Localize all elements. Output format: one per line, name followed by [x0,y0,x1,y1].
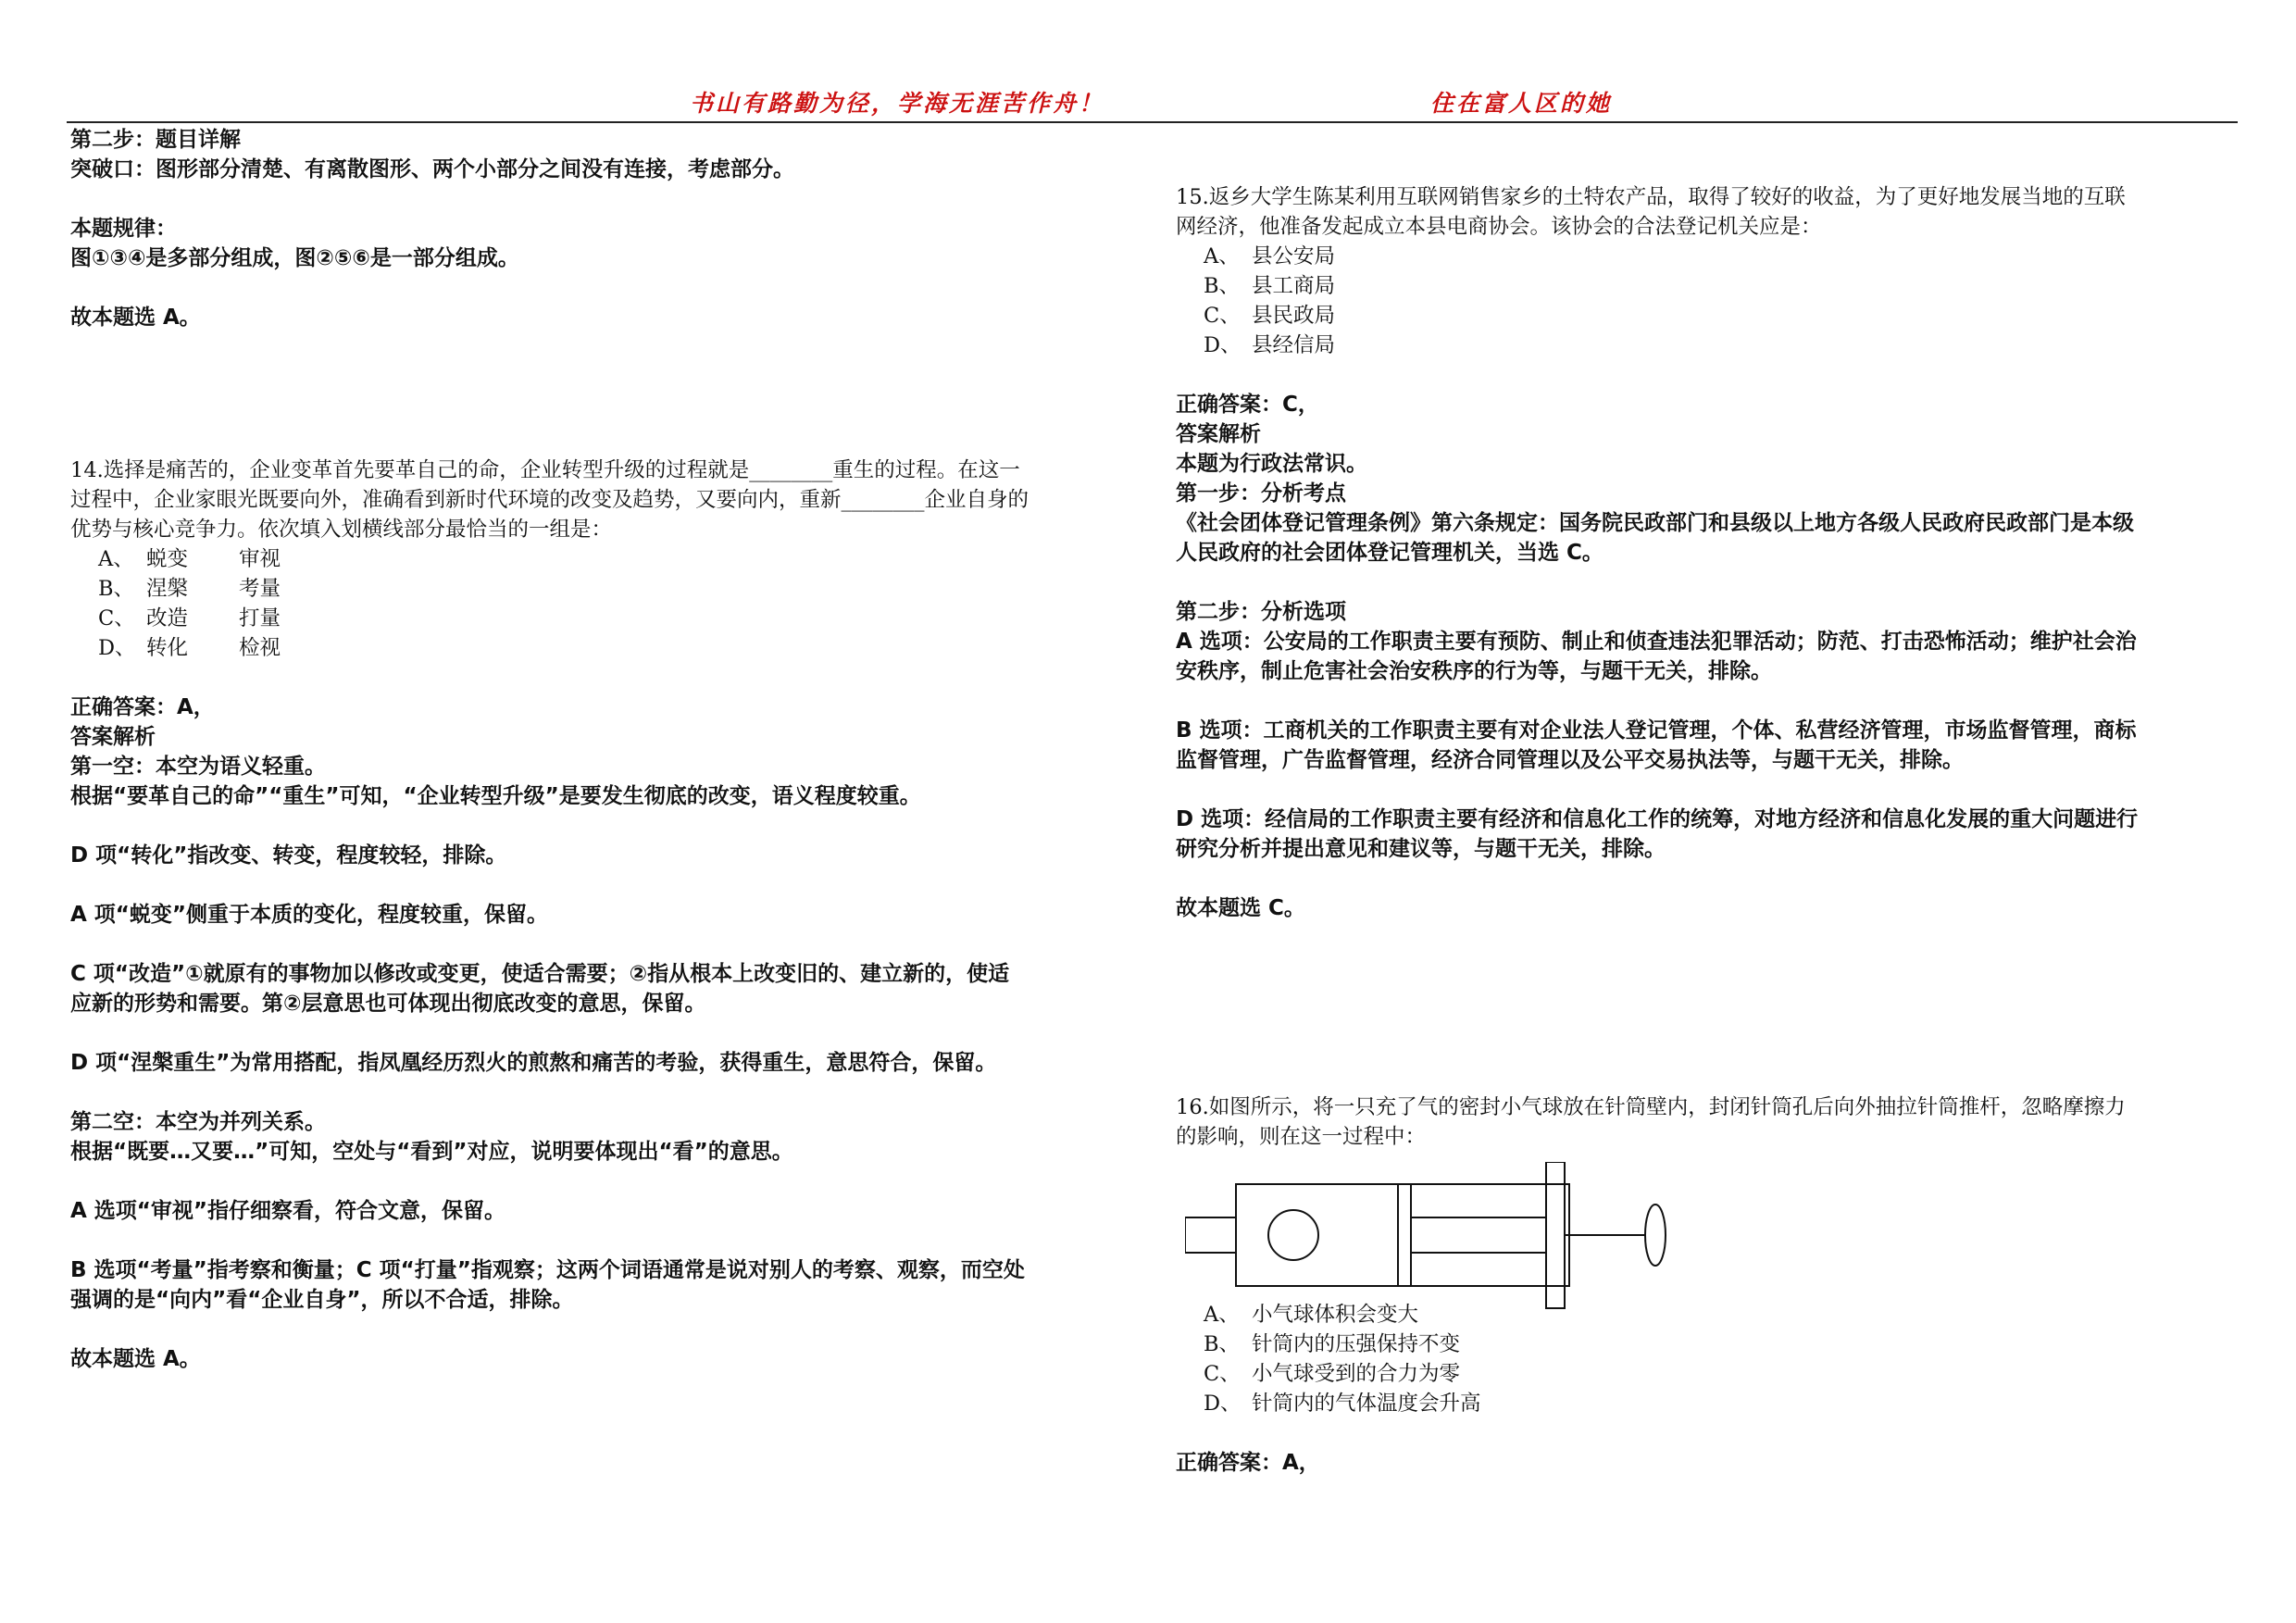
q14-analysis-line: D 项“涅槃重生”为常用搭配，指凤凰经历烈火的煎熬和痛苦的考验，获得重生，意思符合，保留。 [70,1051,997,1075]
q15-analysis-line: D 选项：经信局的工作职责主要有经济和信息化工作的统筹，对地方经济和信息化发展的重大问题进行 [1176,807,2139,831]
q16-option-c: C、 小气球受到的合力为零 [1204,1362,1461,1386]
q14-answer: 正确答案：A， [70,695,215,719]
plunger-head [1398,1184,1411,1286]
q14-option-b: B、 涅槃 考量 [98,577,281,601]
q14-analysis-line: 强调的是“向内”看“企业自身”，所以不合适，排除。 [70,1288,574,1312]
q14-analysis-line: 第二空：本空为并列关系。 [70,1110,326,1134]
q15-option-b: B、 县工商局 [1204,274,1336,298]
q15-analysis-line: 安秩序，制止危害社会治安秩序的行为等，与题干无关，排除。 [1176,659,1772,683]
q14-stem-line: 优势与核心竞争力。依次填入划横线部分最恰当的一组是： [70,518,613,542]
q13-rule-text: 图①③④是多部分组成，图②⑤⑥是一部分组成。 [70,246,519,270]
q14-analysis-line: D 项“转化”指改变、转变，程度较轻，排除。 [70,843,507,868]
q16-option-a: A、 小气球体积会变大 [1204,1303,1419,1327]
header-rule [67,121,2238,123]
q16-option-d: D、 针筒内的气体温度会升高 [1204,1392,1481,1416]
q15-option-c: C、 县民政局 [1204,304,1336,328]
q14-analysis-line: A 选项“审视”指仔细察看，符合文意，保留。 [70,1199,506,1223]
q13-rule-label: 本题规律： [70,217,177,241]
q14-option-d: D、 转化 检视 [98,636,281,660]
q15-analysis-line: 第二步：分析选项 [1176,600,1346,624]
q16-answer: 正确答案：A， [1176,1451,1320,1475]
q15-analysis-line: 监督管理，广告监督管理，经济合同管理以及公平交易执法等，与题干无关，排除。 [1176,748,1964,772]
page-header [0,0,2296,125]
syringe-nozzle [1185,1217,1236,1253]
q15-analysis-line: B 选项：工商机关的工作职责主要有对企业法人登记管理，个体、私营经济管理，市场监督管理，商标 [1176,718,2137,743]
q13-conclusion: 故本题选 A。 [70,306,201,330]
q14-analysis-line: 根据“既要…又要…”可知，空处与“看到”对应，说明要体现出“看”的意思。 [70,1140,793,1164]
syringe-barrel [1236,1184,1569,1286]
q14-option-c: C、 改造 打量 [98,606,281,630]
q14-analysis-label: 答案解析 [70,725,156,749]
q13-breakthrough: 突破口：图形部分清楚、有离散图形、两个小部分之间没有连接，考虑部分。 [70,157,794,181]
plunger-thumb [1645,1205,1666,1266]
q14-analysis-line: C 项“改造”①就原有的事物加以修改或变更，使适合需要；②指从根本上改变旧的、建立新的，使适 [70,962,1010,986]
q14-analysis-line: 应新的形势和需要。第②层意思也可体现出彻底改变的意思，保留。 [70,992,706,1016]
header-motto-right: 住在富人区的她 [1430,90,1613,117]
q15-analysis-line: A 选项：公安局的工作职责主要有预防、制止和侦查违法犯罪活动；防范、打击恐怖活动；维护社会治 [1176,630,2137,654]
q14-option-a: A、 蜕变 审视 [98,547,281,571]
q15-analysis-line: 第一步：分析考点 [1176,481,1346,506]
q15-stem-line: 15.返乡大学生陈某利用互联网销售家乡的土特农产品，取得了较好的收益，为了更好地发展当地的互联 [1176,185,2126,209]
q14-analysis-line: 第一空：本空为语义轻重。 [70,755,326,779]
q15-analysis-line: 研究分析并提出意见和建议等，与题干无关，排除。 [1176,837,1666,861]
q15-analysis-label: 答案解析 [1176,422,1261,446]
q14-conclusion: 故本题选 A。 [70,1347,201,1371]
q15-option-d: D、 县经信局 [1204,333,1336,357]
header-motto-left: 书山有路勤为径，学海无涯苦作舟！ [690,90,1105,117]
q14-analysis-line: 根据“要革自己的命”“重生”可知，“企业转型升级”是要发生彻底的改变，语义程度较重。 [70,784,921,808]
q15-option-a: A、 县公安局 [1204,244,1336,268]
q15-stem-line: 网经济，他准备发起成立本县电商协会。该协会的合法登记机关应是： [1176,215,1822,239]
q15-conclusion: 故本题选 C。 [1176,896,1305,920]
balloon-circle [1268,1210,1318,1260]
q15-analysis-line: 《社会团体登记管理条例》第六条规定：国务院民政部门和县级以上地方各级人民政府民政部门是本级 [1176,511,2134,535]
q14-analysis-line: B 选项“考量”指考察和衡量；C 项“打量”指观察；这两个词语通常是说对别人的考察、观察，而空处 [70,1258,1025,1282]
q16-option-b: B、 针筒内的压强保持不变 [1204,1332,1461,1356]
q13-step-two: 第二步：题目详解 [70,128,241,152]
q15-answer: 正确答案：C， [1176,393,1319,417]
q14-stem-line: 过程中，企业家眼光既要向外，准确看到新时代环境的改变及趋势，又要向内，重新________企业自身的 [70,488,1029,512]
q16-stem-line: 的影响，则在这一过程中： [1176,1125,1427,1149]
q14-stem-line: 14.选择是痛苦的，企业变革首先要革自己的命，企业转型升级的过程就是________重生的过程。在这一 [70,458,1020,482]
q15-analysis-line: 本题为行政法常识。 [1176,452,1367,476]
q14-analysis-line: A 项“蜕变”侧重于本质的变化，程度较重，保留。 [70,903,549,927]
q15-analysis-line: 人民政府的社会团体登记管理机关，当选 C。 [1176,541,1603,565]
q16-stem-line: 16.如图所示，将一只充了气的密封小气球放在针筒壁内，封闭针筒孔后向外抽拉针筒推杆，忽略摩擦力 [1176,1095,2126,1119]
